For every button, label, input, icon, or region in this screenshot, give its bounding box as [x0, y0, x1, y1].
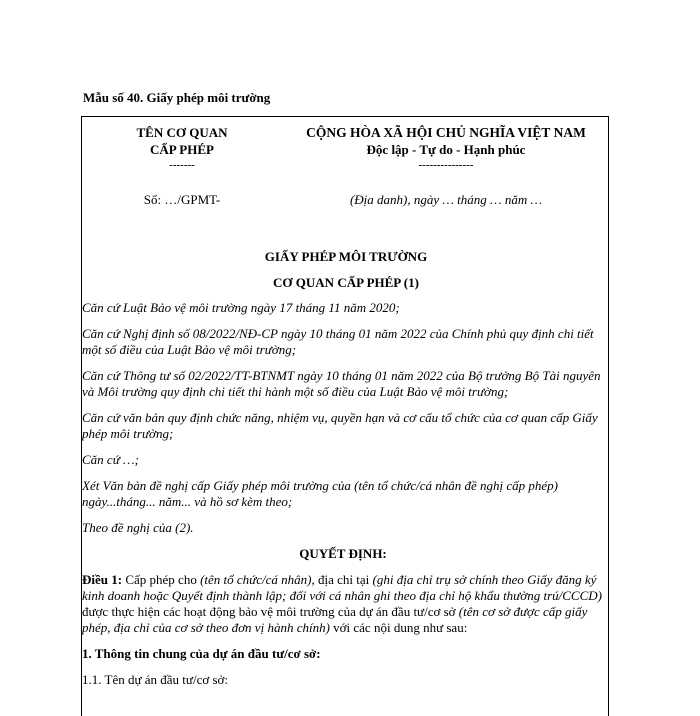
article-1-text: (tên tổ chức/cá nhân) — [200, 572, 312, 587]
form-label: Mẫu số 40. Giấy phép môi trường — [83, 90, 271, 105]
article-1-text: với các nội dung như sau: — [329, 620, 468, 635]
article-1-text: (tên cơ sở được cấp giấy phép, địa chỉ của cơ sở theo đơn vị hành chính) — [82, 604, 588, 635]
article-1-text: (ghi địa chỉ trụ sở chính theo Giấy đăng ký kinh doanh hoặc Quyết định thành lập; đối với cá nhân ghi theo địa chỉ hộ khẩu thường trú/CCCD) — [82, 572, 602, 603]
document-number: Số: …/GPMT- — [143, 192, 221, 207]
legal-basis: Căn cứ Nghị định số 08/2022/NĐ-CP ngày 10 tháng 01 năm 2022 của Chính phủ quy định chi tiết một số điều của Luật Bảo vệ môi trường; — [82, 326, 594, 357]
article-1-text: Cấp phép cho — [122, 572, 201, 587]
article-1 — [82, 572, 604, 636]
subsection-heading: 1.1. Tên dự án đầu tư/cơ sở: — [82, 672, 229, 687]
section-heading: 1. Thông tin chung của dự án đầu tư/cơ sở: — [82, 646, 321, 661]
place-date: (Địa danh), ngày … tháng … năm … — [349, 192, 543, 207]
agency-name-line2: CẤP PHÉP — [150, 142, 214, 157]
nation-name: CỘNG HÒA XÃ HỘI CHỦ NGHĨA VIỆT NAM — [306, 125, 586, 140]
article-1-text: , địa chỉ tại — [311, 572, 373, 587]
document-frame — [81, 116, 609, 716]
legal-basis: Theo đề nghị của (2). — [82, 520, 194, 535]
motto-divider: --------------- — [418, 159, 474, 171]
agency-divider: ------- — [169, 159, 195, 171]
document-body — [82, 300, 604, 698]
legal-basis: Căn cứ Thông tư số 02/2022/TT-BTNMT ngày 10 tháng 01 năm 2022 của Bộ trưởng Bộ Tài nguyên và Môi trường quy định chi tiết thi hành một số điều của Luật Bảo vệ môi trường; — [82, 368, 601, 399]
article-1-text: được thực hiện các hoạt động bảo vệ môi trường của dự án đầu tư/cơ sở — [82, 604, 459, 619]
agency-name-line1: TÊN CƠ QUAN — [136, 125, 228, 140]
legal-basis: Căn cứ …; — [82, 452, 139, 467]
document-subtitle: CƠ QUAN CẤP PHÉP (1) — [273, 275, 419, 290]
national-motto: Độc lập - Tự do - Hạnh phúc — [366, 142, 526, 157]
legal-basis: Căn cứ văn bản quy định chức năng, nhiệm vụ, quyền hạn và cơ cấu tổ chức của cơ quan cấp Giấy phép môi trường; — [82, 410, 598, 441]
legal-basis: Xét Văn bản đề nghị cấp Giấy phép môi trường của (tên tổ chức/cá nhân đề nghị cấp phép) ngày...tháng... năm... và hồ sơ kèm theo; — [82, 478, 559, 509]
decision-heading: QUYẾT ĐỊNH: — [299, 546, 387, 561]
article-1-label: Điều 1: — [82, 572, 123, 587]
agency-header — [82, 124, 282, 172]
national-header — [282, 124, 610, 172]
legal-basis: Căn cứ Luật Bảo vệ môi trường ngày 17 tháng 11 năm 2020; — [82, 300, 400, 315]
document-title: GIẤY PHÉP MÔI TRƯỜNG — [264, 249, 428, 264]
